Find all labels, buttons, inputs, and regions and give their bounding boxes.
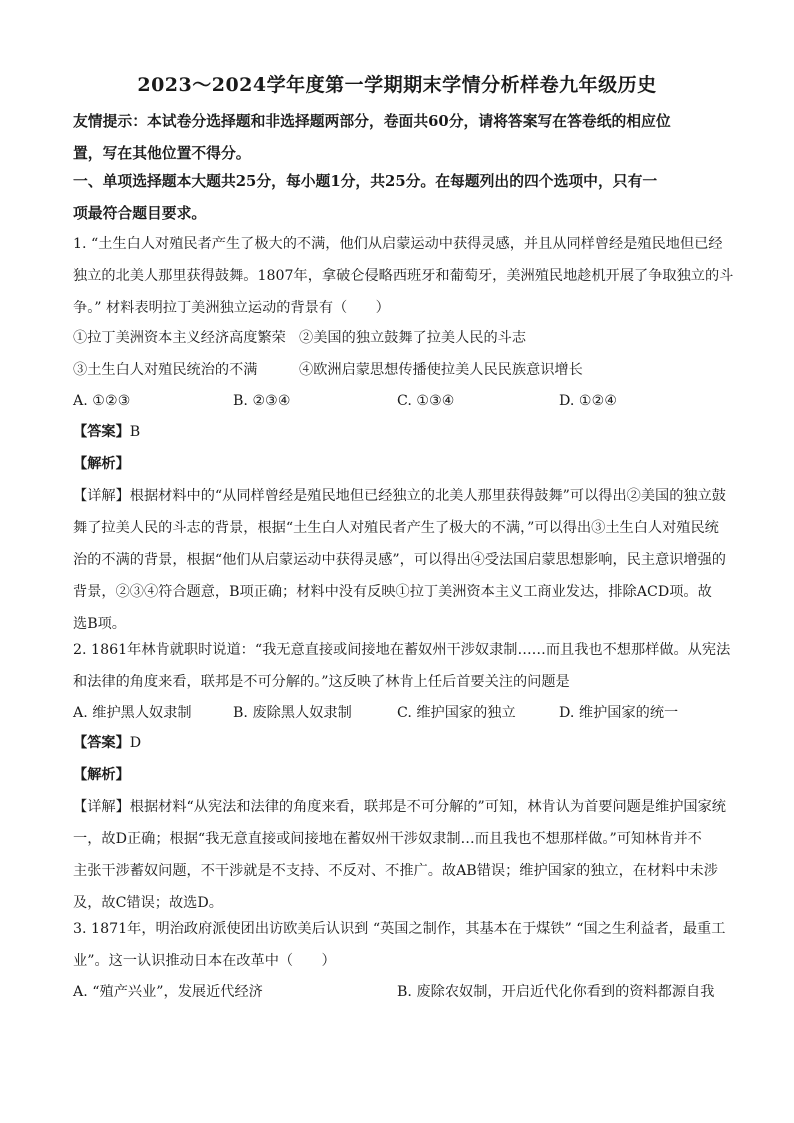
option-a: A. 维护黑人奴隶制: [73, 705, 192, 721]
answer-tag: 【答案】: [73, 735, 130, 751]
question-stem: 2. 1861年林肯就职时说道：“我无意直接或间接地在蓄奴州干涉奴隶制……而且我也不想那样做。从宪法: [73, 642, 731, 658]
answer-value: B: [129, 424, 141, 440]
q1-item-2: ②美国的独立鼓舞了拉美人民的斗志: [299, 330, 527, 346]
analysis-tag: 【解析】: [73, 456, 130, 472]
q1-answer-block: [73, 416, 726, 640]
option-c: C. ①③④: [397, 393, 455, 409]
answer-line: [73, 416, 723, 448]
q1-item-4: ④欧洲启蒙思想传播使拉美人民民族意识增长: [299, 362, 583, 378]
tip-line: 置，写在其他位置不得分。: [73, 145, 251, 162]
answer-tag: 【答案】: [73, 424, 130, 440]
option-c: C. 维护国家的独立: [397, 705, 516, 721]
option-a: A. “殖产兴业”，发展近代经济: [73, 984, 263, 1000]
question-3: [73, 913, 726, 977]
detail-line: 一，故D正确；根据“我无意直接或间接地在蓄奴州干涉奴隶制…而且我也不想那样做。”可知林肯并不: [73, 831, 702, 847]
question-stem: 争。” 材料表明拉丁美洲独立运动的背景有（ ）: [73, 300, 390, 316]
question-2: [73, 634, 731, 698]
question-stem: 1. “土生白人对殖民者产生了极大的不满，他们从启蒙运动中获得灵感，并且从同样曾经是殖民地但已经: [73, 236, 723, 252]
detail-line: 【详解】根据材料中的“从同样曾经是殖民地但已经独立的北美人那里获得鼓舞”可以得出②美国的独立鼓: [73, 488, 726, 504]
page-title: 2023～2024学年度第一学期期末学情分析样卷九年级历史: [137, 74, 657, 96]
option-b: B. ②③④: [233, 393, 291, 409]
question-1: [73, 228, 734, 324]
detail-line: 治的不满的背景，根据“他们从启蒙运动中获得灵感”，可以得出④受法国启蒙思想影响，民主意识增强的: [73, 552, 726, 568]
question-stem: 和法律的角度来看，联邦是不可分解的。”这反映了林肯上任后首要关注的问题是: [73, 674, 570, 690]
section-line: 一、单项选择题本大题共25分，每小题1分，共25分。在每题列出的四个选项中，只有一: [73, 173, 658, 190]
detail-line: 选B项。: [73, 616, 126, 632]
q2-answer-block: [73, 727, 726, 919]
tip-line: 友情提示：本试卷分选择题和非选择题两部分，卷面共60分，请将答案写在答卷纸的相应位: [73, 113, 671, 130]
question-stem: 独立的北美人那里获得鼓舞。1807年，拿破仑侵略西班牙和葡萄牙，美洲殖民地趁机开展了争取独立的斗: [73, 268, 734, 284]
option-d: D. ①②④: [559, 393, 618, 409]
question-stem: 业”。这一认识推动日本在改革中（ ）: [73, 953, 336, 969]
analysis-tag: 【解析】: [73, 767, 130, 783]
option-b: B. 废除农奴制，开启近代化你看到的资料都源自我: [397, 984, 715, 1000]
option-a: A. ①②③: [73, 393, 131, 409]
detail-line: 舞了拉美人民的斗志的背景，根据“土生白人对殖民者产生了极大的不满，”可以得出③土生白人对殖民统: [73, 520, 719, 536]
question-stem: 3. 1871年，明治政府派使团出访欧美后认识到 “英国之制作，其基本在于煤铁” “国之生利益者，最重工: [73, 921, 726, 937]
section-heading: [73, 166, 723, 230]
option-d: D. 维护国家的统一: [559, 705, 679, 721]
detail-line: 背景，②③④符合题意，B项正确；材料中没有反映①拉丁美洲资本主义工商业发达，排除ACD项。故: [73, 584, 712, 600]
detail-line: 【详解】根据材料“从宪法和法律的角度来看，联邦是不可分解的”可知，林肯认为首要问题是维护国家统: [73, 799, 726, 815]
q1-item-3: ③土生白人对殖民统治的不满: [73, 362, 258, 378]
section-line: 项最符合题目要求。: [73, 205, 207, 222]
detail-line: 主张干涉蓄奴问题，不干涉就是不支持、不反对、不推广。故AB错误；维护国家的独立，在材料中未涉: [73, 863, 718, 879]
option-b: B. 废除黑人奴隶制: [233, 705, 352, 721]
q1-item-1: ①拉丁美洲资本主义经济高度繁荣: [73, 330, 286, 346]
answer-line: [73, 727, 723, 759]
detail-line: 及，故C错误；故选D。: [73, 895, 223, 911]
answer-value: D: [129, 735, 142, 751]
friendly-tip: [73, 106, 723, 170]
